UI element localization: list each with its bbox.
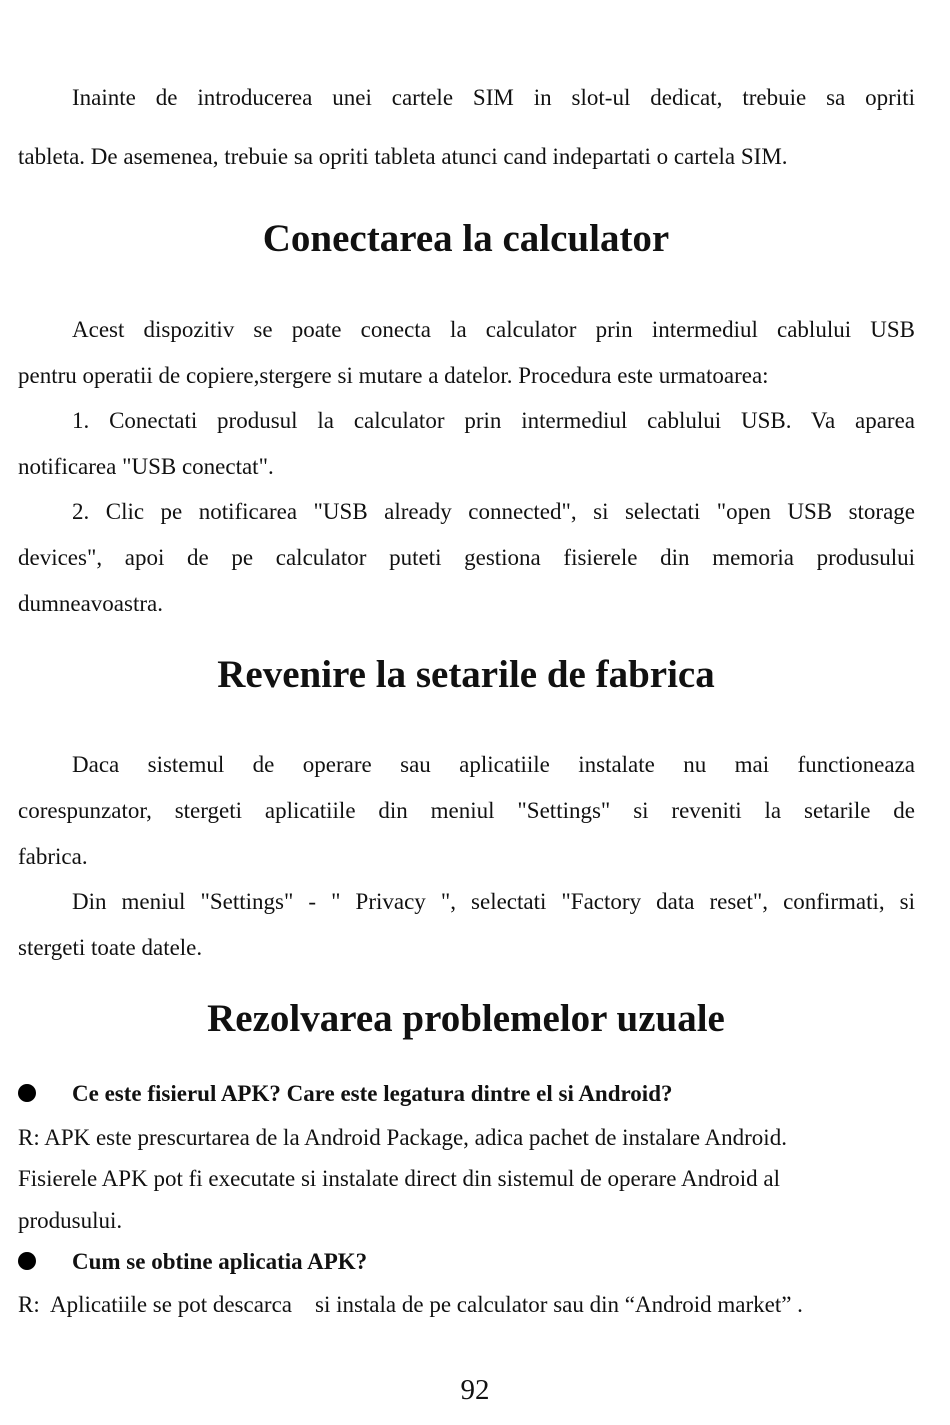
connect-step-1-line: notificarea "USB conectat". (18, 454, 274, 479)
bullet-icon (18, 1252, 36, 1270)
faq-question-1: Ce este fisierul APK? Care este legatura dintre el si Android? (72, 1081, 673, 1106)
reset-paragraph-line: Daca sistemul de operare sau aplicatiile instalate nu mai functioneaza (72, 752, 915, 777)
faq-answer-1-line: Fisierele APK pot fi executate si instalate direct din sistemul de operare Android al (18, 1166, 780, 1191)
connect-step-2-line: dumneavoastra. (18, 591, 163, 616)
intro-paragraph-line: tableta. De asemenea, trebuie sa opriti tableta atunci cand indepartati o cartela SIM. (18, 144, 788, 169)
connect-paragraph-line: pentru operatii de copiere,stergere si mutare a datelor. Procedura este urmatoarea: (18, 363, 769, 388)
reset-paragraph-line: corespunzator, stergeti aplicatiile din meniul "Settings" si reveniti la setarile de (18, 798, 915, 823)
connect-step-1-line: 1. Conectati produsul la calculator prin intermediul cablului USB. Va aparea (72, 408, 915, 433)
connect-step-2-line: 2. Clic pe notificarea "USB already connected", si selectati "open USB storage (72, 499, 915, 524)
connect-step-2-line: devices", apoi de pe calculator puteti gestiona fisierele din memoria produsului (18, 545, 915, 570)
faq-question-2: Cum se obtine aplicatia APK? (72, 1249, 368, 1274)
section-heading-faq: Rezolvarea problemelor uzuale (207, 997, 725, 1040)
faq-answer-2-line: R: Aplicatiile se pot descarca si instala de pe calculator sau din “Android market” . (18, 1292, 803, 1317)
section-heading-connect: Conectarea la calculator (262, 217, 670, 260)
section-heading-reset: Revenire la setarile de fabrica (217, 653, 715, 696)
faq-answer-1-line: R: APK este prescurtarea de la Android Package, adica pachet de instalare Android. (18, 1125, 787, 1150)
connect-paragraph-line: Acest dispozitiv se poate conecta la calculator prin intermediul cablului USB (72, 317, 915, 342)
intro-paragraph-line: Inainte de introducerea unei cartele SIM in slot-ul dedicat, trebuie sa opriti (72, 85, 915, 110)
page-number: 92 (460, 1374, 490, 1406)
reset-paragraph-line: stergeti toate datele. (18, 935, 203, 960)
reset-paragraph-line: fabrica. (18, 844, 88, 869)
faq-answer-1-line: produsului. (18, 1208, 123, 1233)
bullet-icon (18, 1084, 36, 1102)
reset-paragraph-line: Din meniul "Settings" - " Privacy ", selectati "Factory data reset", confirmati, si (72, 889, 915, 914)
